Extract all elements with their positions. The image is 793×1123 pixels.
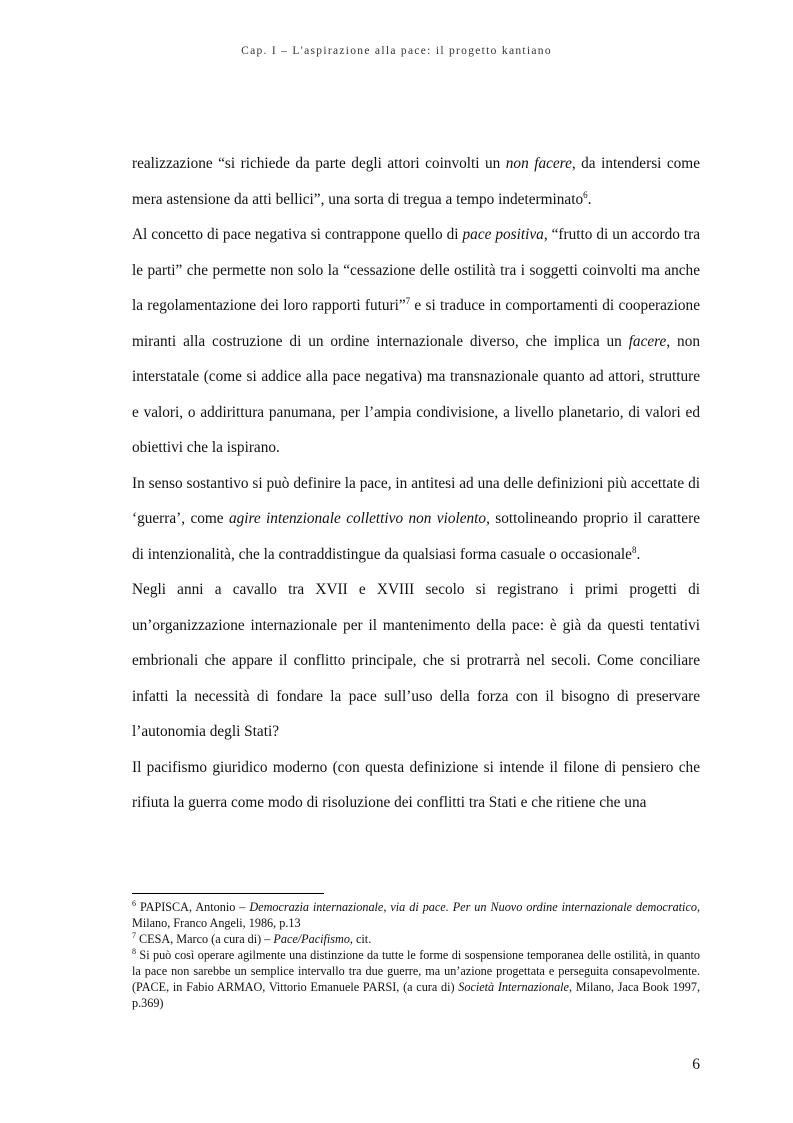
footnotes (132, 899, 700, 1011)
text-run: , da intendersi come mera astensione da atti bellici”, una sorta di tregua a tempo indeterminato (132, 155, 700, 208)
footnote-number: 8 (132, 946, 136, 956)
emphasis: non facere (505, 155, 572, 172)
paragraph: Negli anni a cavallo tra XVII e XVIII secolo si registrano i primi progetti di un’organizzazione internazionale per il mantenimento della pace: è già da questi tentativi embrionali che appare il conflitto principale, che si protrarrà nel secoli. Come conciliare infatti la necessità di fondare la pace sull’uso della forza con il bisogno di preservare l’autonomia degli Stati? (132, 581, 700, 740)
text-run: . (636, 545, 641, 563)
footnote-number: 7 (132, 930, 136, 940)
footnote (132, 947, 700, 1011)
footnote (132, 899, 700, 931)
paragraph (132, 146, 700, 217)
text-run: CESA, Marco (a cura di) – (136, 932, 274, 946)
emphasis: Società Internazionale (458, 980, 569, 994)
emphasis: pace positiva (462, 226, 544, 243)
paragraph (132, 217, 700, 466)
footnote-ref[interactable]: 8 (631, 544, 637, 555)
footnote-ref[interactable]: 6 (583, 189, 588, 200)
text-run: PAPISCA, Antonio – (136, 900, 250, 914)
footnote-number: 6 (132, 898, 136, 908)
text-run: In senso sostantivo si può definire la pace, in antitesi ad una delle definizioni più accettate di ‘guerra’, come (132, 474, 700, 527)
footnote-ref[interactable]: 7 (405, 295, 411, 306)
emphasis: Democrazia internazionale, via di pace. Per un Nuovo ordine internazionale democratico (249, 900, 697, 914)
text-run: Al concetto di pace negativa si contrappone quello di (132, 226, 463, 243)
text-run: realizzazione “si richiede da parte degli attori coinvolti un (132, 155, 506, 172)
page-number: 6 (692, 1056, 700, 1073)
text-run: , Milano, Jaca Book 1997, p.369) (132, 980, 701, 1010)
running-header: Cap. I – L'aspirazione alla pace: il progetto kantiano (241, 45, 552, 57)
text-run: , non interstatale (come si addice alla pace negativa) ma transnazionale quanto ad attori, strutture e valori, o addirittura panumana, per l’ampia condivisione, a livello planetario, di valori ed obiettivi che la ispirano. (132, 332, 700, 456)
text-run: cit. (352, 932, 372, 946)
text-run: , Milano, Franco Angeli, 1986, p.13 (132, 900, 700, 930)
text-run: Si può così operare agilmente una distinzione da tutte le forme di sospensione temporanea delle ostilità, in quanto la pace non sarebbe un semplice intervallo tra due guerre, ma un’azione progettata e perseguita consapevolmente. (PACE, in Fabio ARMAO, Vittorio Emanuele PARSI, (a cura di) (132, 948, 700, 994)
text-run: , “frutto di un accordo tra le parti” che permette non solo la “cessazione delle ostilità tra i soggetti coinvolti ma anche la regolamentazione dei loro rapporti futuri” (132, 226, 700, 314)
text-run: , sottolineando proprio il carattere di intenzionalità, che la contraddistingue da qualsiasi forma casuale o occasionale (132, 510, 700, 563)
body-text (132, 146, 700, 821)
emphasis: agire intenzionale collettivo non violento (228, 510, 487, 527)
paragraph: Il pacifismo giuridico moderno (con questa definizione si intende il filone di pensiero che rifiuta la guerra come modo di risoluzione dei conflitti tra Stati e che ritiene che una (132, 758, 700, 811)
emphasis: facere (628, 332, 667, 350)
text-run: e si traduce in comportamenti di cooperazione miranti alla costruzione di un ordine internazionale diverso, che implica un (132, 297, 700, 350)
footnote-separator (132, 893, 324, 894)
paragraph (132, 466, 700, 573)
text-run: . (587, 190, 592, 208)
emphasis: Pace/Pacifismo, (273, 932, 353, 946)
footnote (132, 931, 700, 947)
